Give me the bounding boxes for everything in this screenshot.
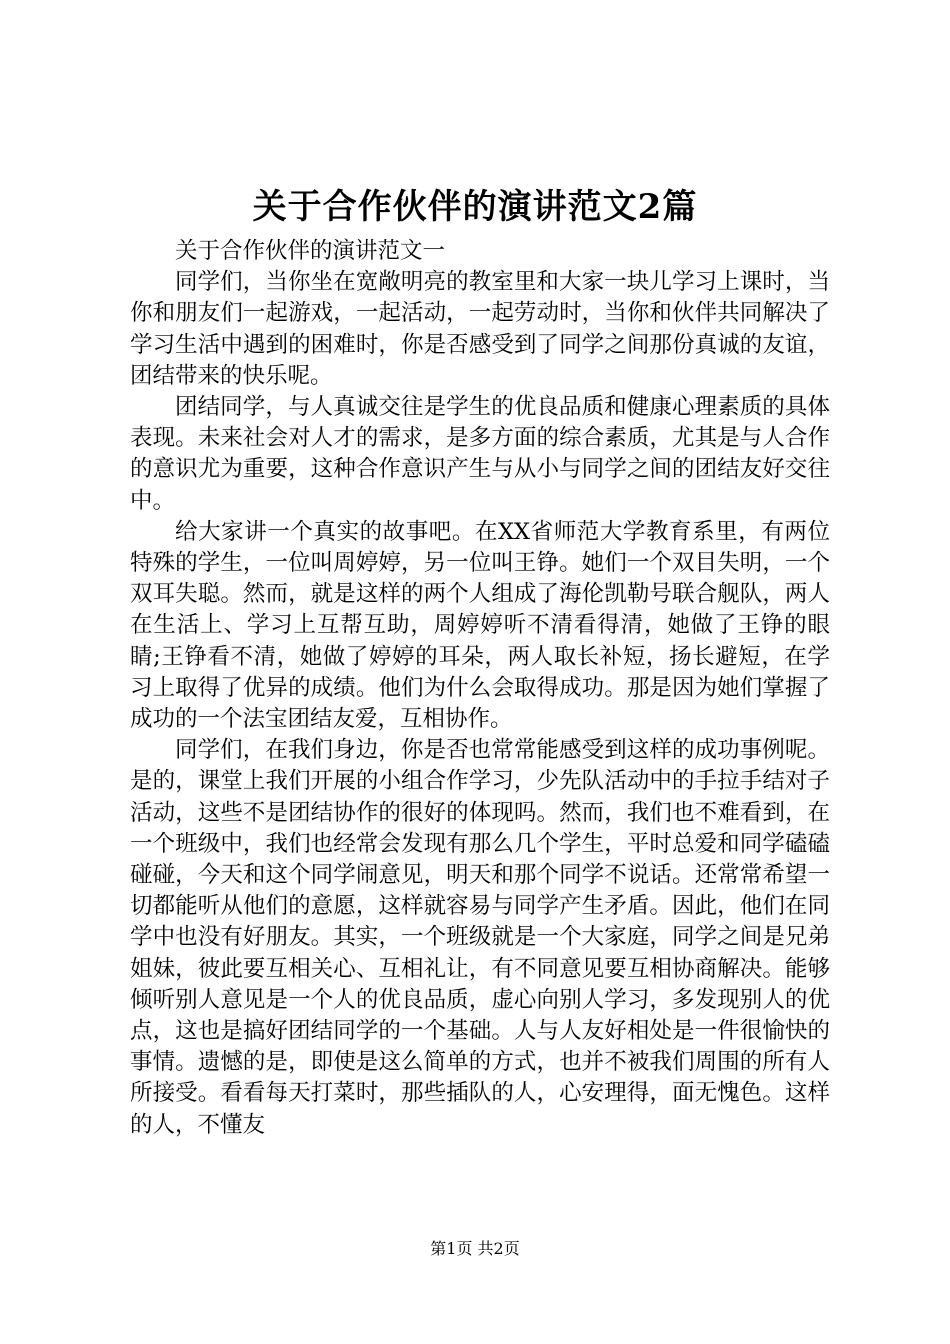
page-footer: 第1页 共2页: [430, 1239, 520, 1258]
paragraph: 给大家讲一个真实的故事吧。在XX省师范大学教育系里，有两位特殊的学生，一位叫周婷婷，另一位叫王铮。她们一个双目失明，一个双耳失聪。然而，就是这样的两个人组成了海伦凯勒号联合舰队，两人在生活上、学习上互帮互助，周婷婷听不清看得清，她做了王铮的眼睛;王铮看不清，她做了婷婷的耳朵，两人取长补短，扬长避短，在学习上取得了优异的成绩。他们为什么会取得成功。那是因为她们掌握了成功的一个法宝团结友爱，互相协作。: [130, 518, 830, 733]
section-heading: 关于合作伙伴的演讲范文一: [175, 238, 446, 264]
paragraph: 同学们，当你坐在宽敞明亮的教室里和大家一块儿学习上课时，当你和朋友们一起游戏，一起活动，一起劳动时，当你和伙伴共同解决了学习生活中遇到的困难时，你是否感受到了同学之间那份真诚的友谊，团结带来的快乐呢。: [130, 269, 830, 389]
paragraph: 同学们，在我们身边，你是否也常常能感受到这样的成功事例呢。是的，课堂上我们开展的小组合作学习，少先队活动中的手拉手结对子活动，这些不是团结协作的很好的体现吗。然而，我们也不难看到，在一个班级中，我们也经常会发现有那么几个学生，平时总爱和同学磕磕碰碰，今天和这个同学闹意见，明天和那个同学不说话。还常常希望一切都能听从他们的意愿，这样就容易与同学产生矛盾。因此，他们在同学中也没有好朋友。其实，一个班级就是一个大家庭，同学之间是兄弟姐妹，彼此要互相关心、互相礼让，有不同意见要互相协商解决。能够倾听别人意见是一个人的优良品质，虚心向别人学习，多发现别人的优点，这也是搞好团结同学的一个基础。人与人友好相处是一件很愉快的事情。遗憾的是，即使是这么简单的方式，也并不被我们周围的所有人所接受。看看每天打菜时，那些插队的人，心安理得，面无愧色。这样的人，不懂友: [130, 737, 830, 1138]
document-title: 关于合作伙伴的演讲范文2篇: [252, 187, 698, 227]
document-body: [130, 236, 830, 1141]
paragraph: 团结同学，与人真诚交往是学生的优良品质和健康心理素质的具体表现。未来社会对人才的需求，是多方面的综合素质，尤其是与人合作的意识尤为重要，这种合作意识产生与从小与同学之间的团结友好交往中。: [130, 394, 830, 514]
